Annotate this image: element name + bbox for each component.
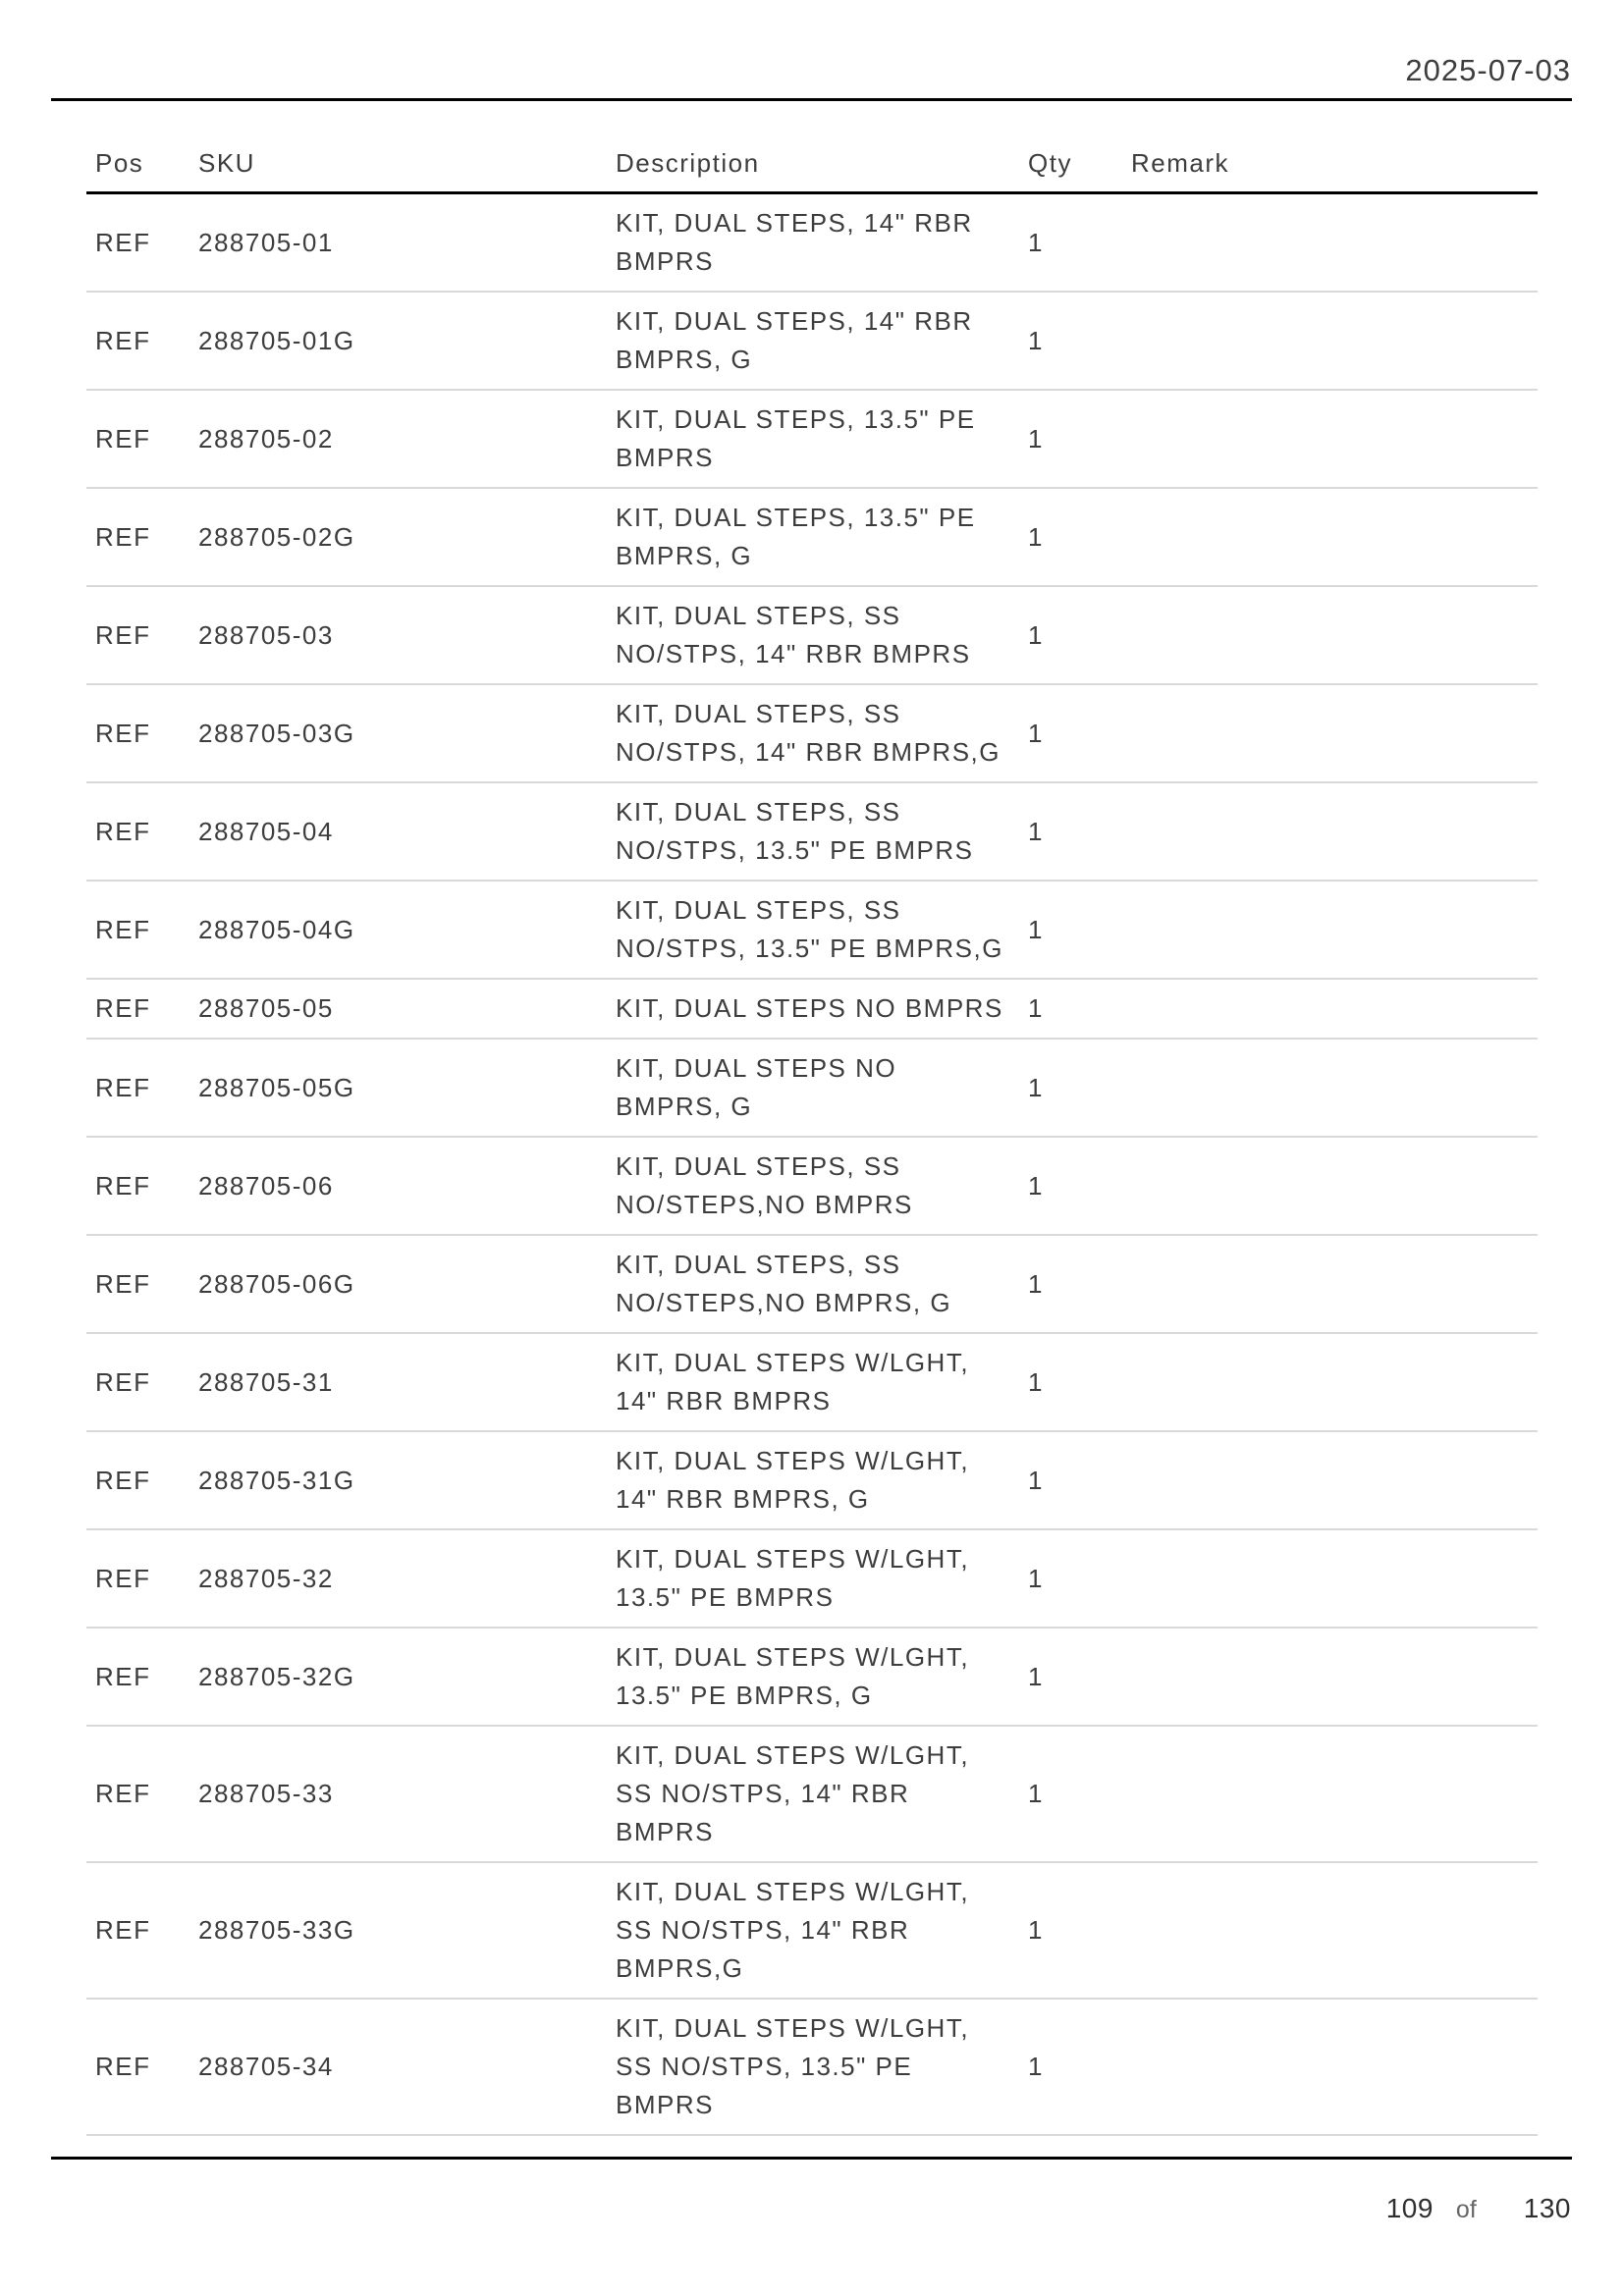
- row-sku-value: 288705-04G: [198, 881, 616, 979]
- row-description-text: KIT, DUAL STEPS W/LGHT, SS NO/STPS, 14" RBR BMPRS,G: [616, 1877, 970, 1983]
- row-pos-value: REF: [86, 1862, 198, 1999]
- table-row: [86, 488, 1538, 586]
- table-header-row: [86, 101, 1538, 193]
- row-qty-value: 1: [1028, 1628, 1131, 1726]
- row-description-text: KIT, DUAL STEPS, 13.5" PE BMPRS, G: [616, 503, 976, 570]
- column-header-pos: Pos: [86, 101, 198, 193]
- row-description: [616, 586, 1028, 684]
- table-row: [86, 390, 1538, 488]
- row-qty-value: 1: [1028, 684, 1131, 782]
- row-pos-value: REF: [86, 1431, 198, 1529]
- row-sku-value: 288705-32G: [198, 1628, 616, 1726]
- row-qty-value: 1: [1028, 979, 1131, 1039]
- row-sku-value: 288705-34: [198, 1999, 616, 2135]
- row-description-text: KIT, DUAL STEPS, 14" RBR BMPRS: [616, 208, 973, 276]
- row-description-text: KIT, DUAL STEPS NO BMPRS: [616, 993, 1003, 1023]
- row-description: [616, 1529, 1028, 1628]
- table-header: [86, 101, 1538, 193]
- row-qty-value: 1: [1028, 1862, 1131, 1999]
- row-remark-value: [1131, 292, 1538, 390]
- row-description-text: KIT, DUAL STEPS, SS NO/STPS, 13.5" PE BMPRS: [616, 797, 974, 865]
- column-header-remark: Remark: [1131, 101, 1538, 193]
- row-description: [616, 1999, 1028, 2135]
- row-remark-value: [1131, 1726, 1538, 1862]
- row-remark-value: [1131, 1235, 1538, 1333]
- row-description: [616, 193, 1028, 293]
- row-sku-value: 288705-01: [198, 193, 616, 293]
- row-remark-value: [1131, 488, 1538, 586]
- row-description: [616, 390, 1028, 488]
- row-sku-value: 288705-04: [198, 782, 616, 881]
- row-description: [616, 1862, 1028, 1999]
- row-remark-value: [1131, 1431, 1538, 1529]
- row-remark-value: [1131, 881, 1538, 979]
- row-remark-value: [1131, 684, 1538, 782]
- row-qty-value: 1: [1028, 1137, 1131, 1235]
- row-pos-value: REF: [86, 488, 198, 586]
- row-sku-value: 288705-32: [198, 1529, 616, 1628]
- row-sku-value: 288705-06G: [198, 1235, 616, 1333]
- row-description-text: KIT, DUAL STEPS, SS NO/STPS, 14" RBR BMPRS: [616, 601, 971, 668]
- row-description-text: KIT, DUAL STEPS, SS NO/STPS, 13.5" PE BMPRS,G: [616, 895, 1003, 963]
- table-row: [86, 1235, 1538, 1333]
- table-row: [86, 1333, 1538, 1431]
- row-remark-value: [1131, 1039, 1538, 1137]
- report-date: 2025-07-03: [1405, 53, 1571, 87]
- row-sku-value: 288705-05: [198, 979, 616, 1039]
- row-qty-value: 1: [1028, 1235, 1131, 1333]
- row-pos-value: REF: [86, 684, 198, 782]
- row-description-text: KIT, DUAL STEPS, SS NO/STPS, 14" RBR BMPRS,G: [616, 699, 1001, 767]
- row-pos-value: REF: [86, 1529, 198, 1628]
- table-row: [86, 193, 1538, 293]
- row-description-text: KIT, DUAL STEPS W/LGHT, 14" RBR BMPRS: [616, 1348, 970, 1415]
- table-row: [86, 1137, 1538, 1235]
- row-description: [616, 881, 1028, 979]
- row-description-text: KIT, DUAL STEPS, SS NO/STEPS,NO BMPRS: [616, 1151, 913, 1219]
- table-row: [86, 292, 1538, 390]
- row-pos-value: REF: [86, 782, 198, 881]
- table-row: [86, 1628, 1538, 1726]
- row-description-text: KIT, DUAL STEPS W/LGHT, 13.5" PE BMPRS: [616, 1544, 970, 1612]
- row-qty-value: 1: [1028, 1333, 1131, 1431]
- row-description-text: KIT, DUAL STEPS, 13.5" PE BMPRS: [616, 404, 976, 472]
- table-row: [86, 586, 1538, 684]
- row-remark-value: [1131, 193, 1538, 293]
- current-page-number: 109: [1385, 2193, 1434, 2223]
- row-pos-value: REF: [86, 1235, 198, 1333]
- table-row: [86, 1039, 1538, 1137]
- row-pos-value: REF: [86, 1137, 198, 1235]
- row-pos-value: REF: [86, 1726, 198, 1862]
- row-sku-value: 288705-03: [198, 586, 616, 684]
- row-description: [616, 1235, 1028, 1333]
- row-description: [616, 1137, 1028, 1235]
- row-qty-value: 1: [1028, 193, 1131, 293]
- row-qty-value: 1: [1028, 782, 1131, 881]
- row-pos-value: REF: [86, 1999, 198, 2135]
- row-description-text: KIT, DUAL STEPS W/LGHT, SS NO/STPS, 13.5" PE BMPRS: [616, 2013, 970, 2119]
- row-sku-value: 288705-05G: [198, 1039, 616, 1137]
- row-qty-value: 1: [1028, 1999, 1131, 2135]
- row-description: [616, 684, 1028, 782]
- row-remark-value: [1131, 390, 1538, 488]
- row-description: [616, 1726, 1028, 1862]
- row-sku-value: 288705-02G: [198, 488, 616, 586]
- row-description: [616, 782, 1028, 881]
- row-pos-value: REF: [86, 292, 198, 390]
- table-row: [86, 1999, 1538, 2135]
- row-qty-value: 1: [1028, 488, 1131, 586]
- row-sku-value: 288705-31: [198, 1333, 616, 1431]
- row-qty-value: 1: [1028, 1039, 1131, 1137]
- row-remark-value: [1131, 1628, 1538, 1726]
- row-description-text: KIT, DUAL STEPS, 14" RBR BMPRS, G: [616, 306, 973, 374]
- total-pages-number: 130: [1523, 2193, 1571, 2223]
- page-of-label: of: [1455, 2196, 1477, 2223]
- row-description: [616, 1039, 1028, 1137]
- footer-divider: [51, 2157, 1572, 2160]
- column-header-sku: SKU: [198, 101, 616, 193]
- row-pos-value: REF: [86, 1628, 198, 1726]
- row-sku-value: 288705-06: [198, 1137, 616, 1235]
- parts-table: [86, 101, 1538, 2136]
- row-remark-value: [1131, 979, 1538, 1039]
- row-pos-value: REF: [86, 390, 198, 488]
- row-description-text: KIT, DUAL STEPS W/LGHT, 13.5" PE BMPRS, G: [616, 1642, 970, 1710]
- document-header: [0, 0, 1623, 88]
- table-row: [86, 881, 1538, 979]
- row-pos-value: REF: [86, 193, 198, 293]
- row-qty-value: 1: [1028, 586, 1131, 684]
- row-description: [616, 979, 1028, 1039]
- row-sku-value: 288705-03G: [198, 684, 616, 782]
- row-description: [616, 1431, 1028, 1529]
- row-qty-value: 1: [1028, 1529, 1131, 1628]
- row-remark-value: [1131, 1862, 1538, 1999]
- row-remark-value: [1131, 1529, 1538, 1628]
- table-row: [86, 782, 1538, 881]
- pagination: [0, 2193, 1571, 2224]
- row-sku-value: 288705-31G: [198, 1431, 616, 1529]
- row-remark-value: [1131, 1137, 1538, 1235]
- table-row: [86, 684, 1538, 782]
- row-pos-value: REF: [86, 1039, 198, 1137]
- row-remark-value: [1131, 1999, 1538, 2135]
- row-description-text: KIT, DUAL STEPS W/LGHT, SS NO/STPS, 14" RBR BMPRS: [616, 1740, 970, 1846]
- row-description: [616, 1333, 1028, 1431]
- table-body: [86, 193, 1538, 2136]
- table-row: [86, 1726, 1538, 1862]
- table-row: [86, 1862, 1538, 1999]
- row-description: [616, 1628, 1028, 1726]
- row-description-text: KIT, DUAL STEPS NO BMPRS, G: [616, 1053, 897, 1121]
- row-sku-value: 288705-02: [198, 390, 616, 488]
- row-qty-value: 1: [1028, 390, 1131, 488]
- row-description: [616, 488, 1028, 586]
- table-row: [86, 979, 1538, 1039]
- row-pos-value: REF: [86, 586, 198, 684]
- row-qty-value: 1: [1028, 1726, 1131, 1862]
- row-description: [616, 292, 1028, 390]
- row-qty-value: 1: [1028, 292, 1131, 390]
- row-sku-value: 288705-33G: [198, 1862, 616, 1999]
- row-sku-value: 288705-33: [198, 1726, 616, 1862]
- row-qty-value: 1: [1028, 881, 1131, 979]
- row-description-text: KIT, DUAL STEPS W/LGHT, 14" RBR BMPRS, G: [616, 1446, 970, 1514]
- row-pos-value: REF: [86, 1333, 198, 1431]
- column-header-description: Description: [616, 101, 1028, 193]
- row-sku-value: 288705-01G: [198, 292, 616, 390]
- row-pos-value: REF: [86, 979, 198, 1039]
- row-remark-value: [1131, 586, 1538, 684]
- row-pos-value: REF: [86, 881, 198, 979]
- row-description-text: KIT, DUAL STEPS, SS NO/STEPS,NO BMPRS, G: [616, 1250, 952, 1317]
- row-qty-value: 1: [1028, 1431, 1131, 1529]
- row-remark-value: [1131, 1333, 1538, 1431]
- table-row: [86, 1431, 1538, 1529]
- table-row: [86, 1529, 1538, 1628]
- row-remark-value: [1131, 782, 1538, 881]
- column-header-qty: Qty: [1028, 101, 1131, 193]
